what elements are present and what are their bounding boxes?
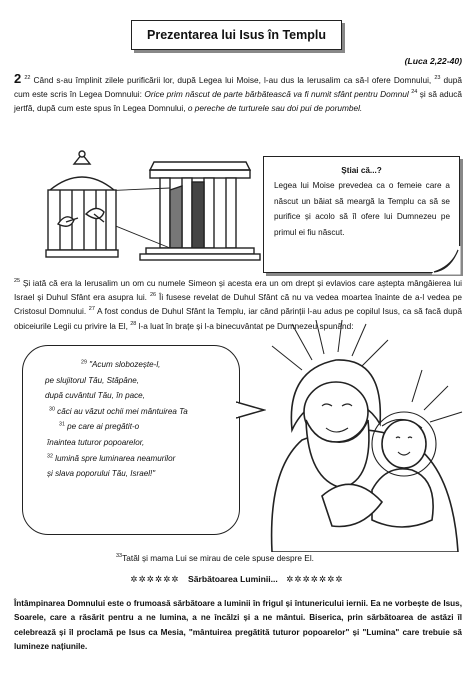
verse-number: 25 [14,278,21,285]
verse-number: 30 [49,406,55,413]
verse-text: după cum este scris în Legea Domnului: [14,75,462,100]
verse-text: Când s-au împlinit zilele purificării lor, după Legea lui Moise, l-au dus la Ierusalim ca să-l ofere Domnului, [33,75,432,85]
did-you-know-box [263,156,460,273]
canticle-text: înaintea tuturor popoarelor, [47,437,145,447]
verse-number: 27 [88,306,95,313]
intro-paragraph [14,72,462,116]
temple-illustration [36,150,262,270]
verse-number: 23 [434,75,441,82]
canticle-text: după cuvântul Tău, în pace, [45,391,145,401]
canticle-text: pe care ai pregătit-o [67,422,140,432]
canticle-line [45,373,188,389]
canticle-lines [41,357,188,482]
verse-text: A fost condus de Duhul Sfânt la Templu, iar când părinții l-au adus pe copilul Isus, ca să facă după obiceiurile Legii cu privire la El, [14,306,462,331]
chapter-number: 2 [14,71,22,86]
verse-number: 28 [130,320,137,327]
scripture-reference: (Luca 2,22-40) [404,56,462,66]
canticle-line [81,357,188,373]
feast-paragraph: Întâmpinarea Domnului este o frumoasă sărbătoare a luminii în frigul și întunericului iernii. Ea ne vorbește de Isus, Soarele, care a răsărit pentru a ne lumina, a ne încălzi și a ne mântui. Biserica, prin sărbătoarea de astăzi îl celebrează și îl proclamă pe Isus ca Mesia, "mântuirea pregătită tuturor popoarelor" și "Lumina" care trebuie să lumineze națiunile. [14,599,462,652]
canticle-line [49,404,188,420]
title-text: Prezentarea lui Isus în Templu [147,28,326,42]
page-title [131,20,342,50]
verse-number: 22 [24,75,31,82]
verse-33 [116,551,314,565]
verse-quote: o pereche de turturele sau doi pui de porumbel. [187,103,363,114]
canticle-line [47,451,188,467]
canticle-text: "Acum slobozește-l, [89,360,161,369]
verse-number: 31 [59,421,65,428]
verse-text: și să aducă jertfă, după cum este spus în Legea Domnului, [14,89,463,114]
canticle-text: căci au văzut ochii mei mântuirea Ta [57,406,188,416]
verse-number: 32 [47,452,53,459]
canticle-line [47,466,188,482]
page-curl-icon [432,246,462,276]
verse-number: 26 [149,292,157,299]
verse-number: 29 [81,359,87,366]
section-title: Sărbătoarea Luminii... [188,574,278,584]
canticle-line [45,388,188,404]
canticle-text: și slava poporului Tău, Israel!" [47,469,156,479]
canticle-text: lumină spre luminarea neamurilor [55,453,176,463]
verse-text: Îi fusese revelat de Duhul Sfânt că nu va vedea moartea înainte de a-l vedea pe Cristosul Domnului. [14,292,462,317]
decorative-stars-icon: ✲✲✲✲✲✲ [130,574,180,584]
decorative-stars-icon: ✲✲✲✲✲✲✲ [286,574,344,584]
speech-bubble [22,345,240,535]
canticle-line [59,419,188,435]
did-you-know-text: Legea lui Moise prevedea ca o femeie care a născut un băiat să meargă la Templu ca să se purifice și acolo să îl ofere lui Dumnezeu pe primul ei fiu născut. [274,181,450,237]
verse-text: Tatăl și mama Lui se mirau de cele spuse despre El. [122,553,314,563]
section-heading [0,574,474,585]
did-you-know-heading: Știai că...? [341,166,382,175]
verse-quote: Orice prim născut de parte bărbătească va fi numit sfânt pentru Domnul [144,89,409,100]
canticle-text: pe slujitorul Tău, Stăpâne, [45,375,140,385]
verse-number: 33 [116,553,123,560]
verse-text: l-a luat în brațe și l-a binecuvântat pe Dumnezeu spunând: [138,320,354,331]
canticle-line [47,435,188,451]
verse-number: 24 [411,89,418,96]
verse-text: Și iată că era la Ierusalim un om cu numele Simeon și acesta era un om drept și evlavios care aștepta mângâierea lui Israel și Duhul Sfânt era asupra lui. [14,278,463,303]
simeon-and-child-illustration [262,320,467,552]
